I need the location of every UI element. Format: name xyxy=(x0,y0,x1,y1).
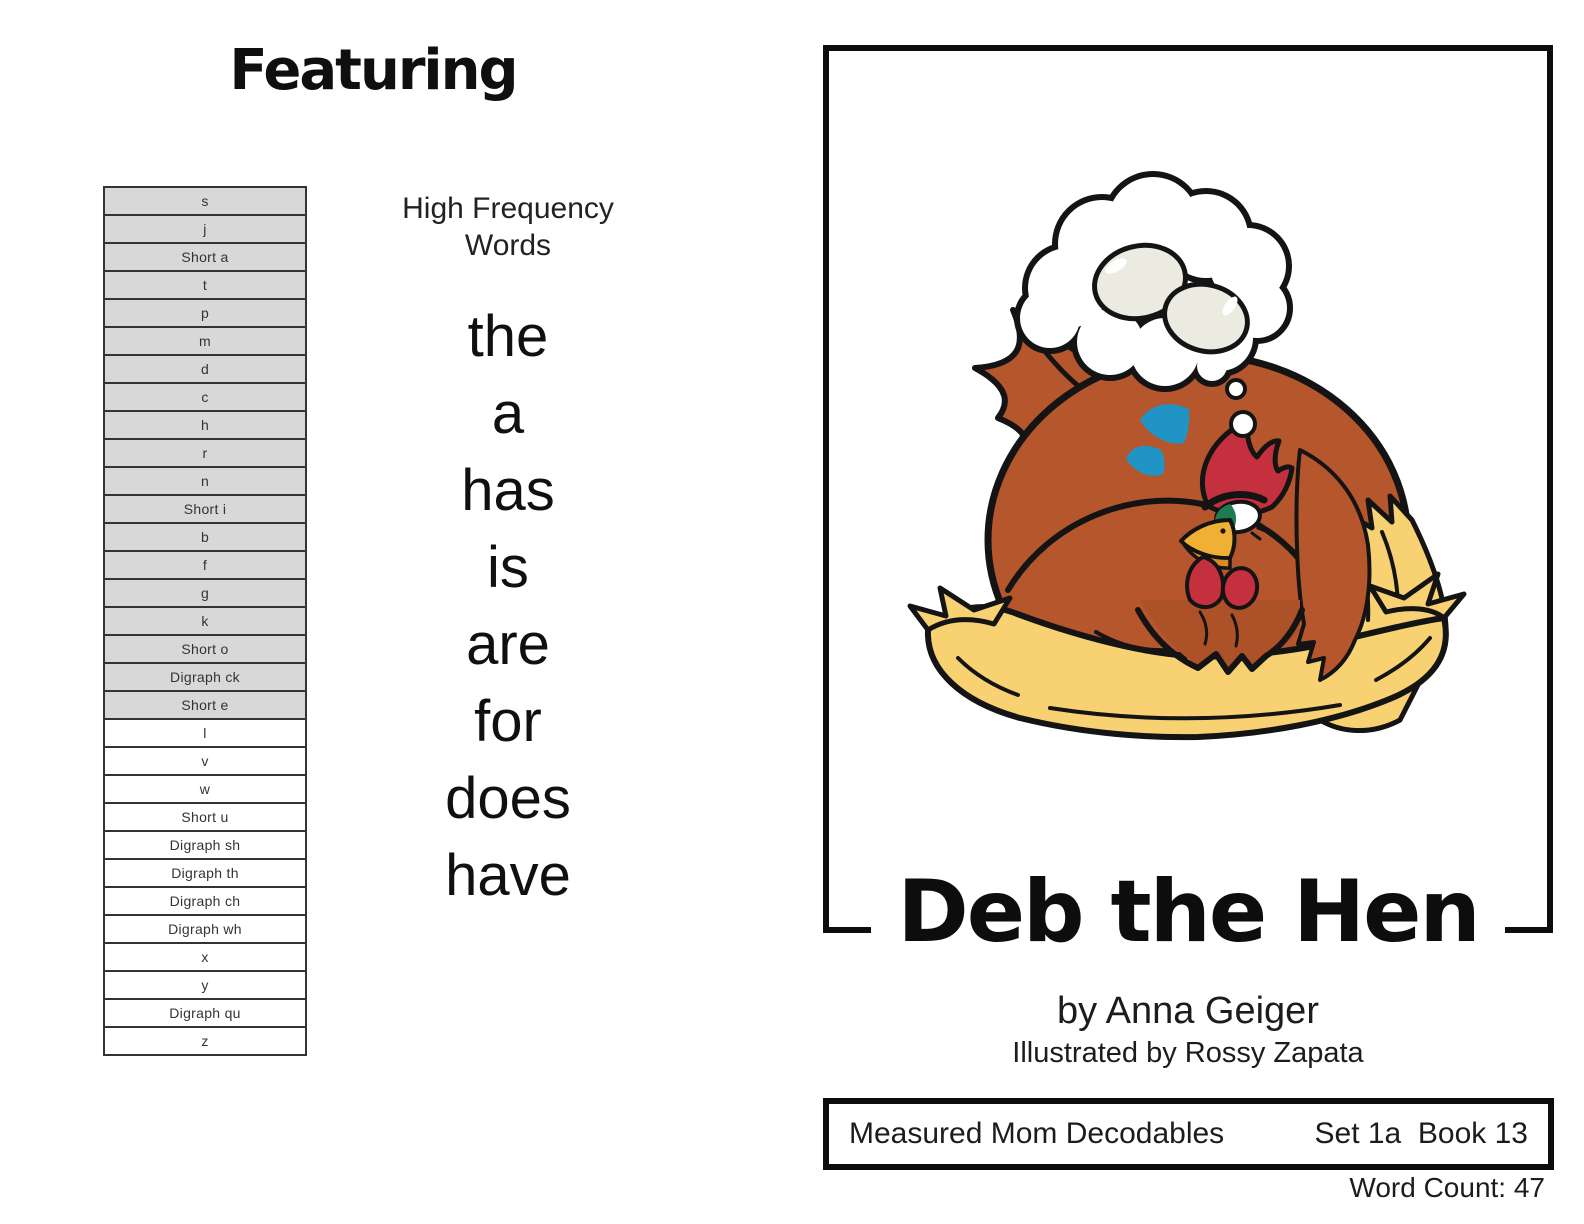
skills-row-label: Short o xyxy=(181,641,229,657)
skills-row xyxy=(105,188,305,216)
high-frequency-word: are xyxy=(466,612,550,677)
series-bar xyxy=(823,1098,1554,1170)
skills-row xyxy=(105,580,305,608)
word-count-label: Word Count: 47 xyxy=(1349,1172,1545,1203)
skills-row xyxy=(105,356,305,384)
skills-row-label: Digraph qu xyxy=(169,1005,241,1021)
skills-row-label: Short u xyxy=(181,809,229,825)
skills-row xyxy=(105,804,305,832)
skills-row xyxy=(105,636,305,664)
illustrator-credit: Illustrated by Rossy Zapata xyxy=(1012,1037,1364,1069)
skills-row-label: Digraph ch xyxy=(169,893,241,909)
skills-row xyxy=(105,776,305,804)
skills-table xyxy=(103,186,307,1056)
skills-row-label: r xyxy=(202,445,208,461)
skills-row-label: Digraph th xyxy=(171,865,239,881)
skills-row-label: Digraph ck xyxy=(170,669,240,685)
high-frequency-word: a xyxy=(491,381,525,446)
skills-row xyxy=(105,552,305,580)
high-frequency-word: has xyxy=(461,458,555,523)
skills-row xyxy=(105,384,305,412)
skills-row-label: k xyxy=(201,613,209,629)
skills-row-label: g xyxy=(200,585,210,601)
set-book-label: Set 1a Book 13 xyxy=(1314,1117,1528,1150)
skills-row xyxy=(105,608,305,636)
skills-row-label: Short i xyxy=(183,501,227,517)
skills-row-label: m xyxy=(199,333,211,349)
skills-row-label: c xyxy=(201,389,209,405)
skills-row-label: b xyxy=(200,529,210,545)
skills-row xyxy=(105,468,305,496)
skills-row-label: v xyxy=(201,753,209,769)
series-label: Measured Mom Decodables xyxy=(849,1117,1225,1150)
skills-row-label: d xyxy=(200,361,210,377)
skills-row-label: z xyxy=(201,1033,209,1049)
skills-row-label: h xyxy=(200,417,210,433)
skills-row-label: l xyxy=(203,725,207,741)
high-frequency-section xyxy=(368,190,648,914)
skills-row xyxy=(105,496,305,524)
skills-row xyxy=(105,412,305,440)
skills-row xyxy=(105,328,305,356)
skills-row xyxy=(105,244,305,272)
skills-row-label: Digraph sh xyxy=(169,837,241,853)
skills-row-label: j xyxy=(203,221,207,237)
skills-row xyxy=(105,748,305,776)
skills-row xyxy=(105,524,305,552)
skills-row-label: n xyxy=(200,473,210,489)
high-frequency-word: for xyxy=(474,689,542,754)
skills-row xyxy=(105,944,305,972)
high-frequency-words xyxy=(368,298,648,914)
skills-row xyxy=(105,1028,305,1054)
skills-row xyxy=(105,440,305,468)
skills-row xyxy=(105,720,305,748)
skills-row xyxy=(105,216,305,244)
skills-row xyxy=(105,272,305,300)
skills-row-label: Short a xyxy=(181,249,229,265)
skills-row-label: y xyxy=(201,977,209,993)
skills-row xyxy=(105,832,305,860)
high-frequency-word: does xyxy=(445,766,571,831)
high-frequency-heading: High Frequency Words xyxy=(402,192,614,262)
skills-row-label: Short e xyxy=(181,697,229,713)
skills-row xyxy=(105,664,305,692)
author-byline: by Anna Geiger xyxy=(1057,990,1319,1032)
high-frequency-word: is xyxy=(487,535,529,600)
featuring-heading: Featuring xyxy=(229,38,517,103)
skills-row xyxy=(105,300,305,328)
skills-row xyxy=(105,888,305,916)
skills-row-label: s xyxy=(201,193,209,209)
skills-row xyxy=(105,916,305,944)
cover-title-row xyxy=(823,864,1553,960)
hen-illustration xyxy=(900,160,1480,765)
skills-row-label: t xyxy=(202,277,208,293)
skills-row-label: w xyxy=(199,781,211,797)
skills-row xyxy=(105,860,305,888)
skills-row-label: f xyxy=(202,557,208,573)
skills-row xyxy=(105,1000,305,1028)
high-frequency-word: have xyxy=(445,843,571,908)
high-frequency-word: the xyxy=(467,304,549,369)
skills-row xyxy=(105,972,305,1000)
skills-row-label: Digraph wh xyxy=(168,921,242,937)
skills-row xyxy=(105,692,305,720)
skills-row-label: x xyxy=(201,949,209,965)
cover-title: Deb the Hen xyxy=(871,864,1504,960)
skills-row-label: p xyxy=(200,305,210,321)
